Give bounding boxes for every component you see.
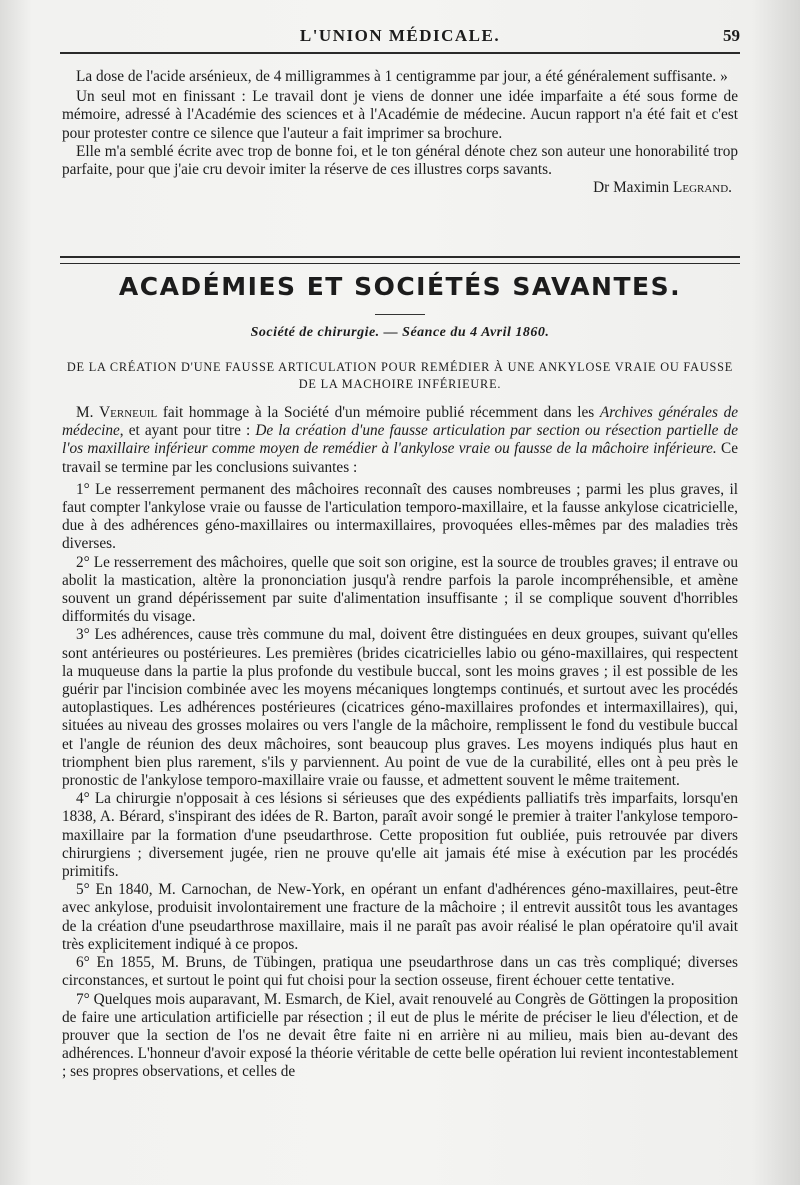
conclusion-2: 2° Le resserrement des mâchoires, quelle que soit son origine, est la source de troubles graves; il entrave ou abolit la mastication, altère la prononciation jusqu'à rendre parfois la parole incompréhensible, et amène souvent un grand dépérissement par suite d'alimentation insuffisante ; il se complique souvent d'horribles difformités du visage. <box>62 553 738 626</box>
article-intro <box>62 404 738 477</box>
signature <box>62 179 738 197</box>
intro-paragraph-2: Un seul mot en finissant : Le travail dont je viens de donner une idée imparfaite a été sous forme de mémoire, adressé à l'Académie des sciences et à l'Académie de médecine. Aucun rapport n'a été fait et c'est pour protester contre ce silence que l'auteur a fait imprimer sa brochure. <box>62 88 738 142</box>
conclusion-3: 3° Les adhérences, cause très commune du mal, doivent être distinguées en deux groupes, suivant qu'elles sont antérieures ou postérieures. Les premières (brides cicatricielles labio ou géno-maxillaires, qui respectent la muqueuse dans la partie la plus profonde du vestibule buccal, sont les moins graves ; il est possible de les guérir par l'incision combinée avec les moyens mécaniques longtemps continués, et surtout avec les procédés autoplastiques. Les adhérences postérieures (cicatrices géno-maxillaires profondes et intermaxillaires), qui, situées au niveau des grosses molaires ou vers l'angle de la mâchoire, remplissent le fond du vestibule buccal et l'angle de réunion des deux mâchoires, sont beaucoup plus graves. Les moyens indiqués plus haut en triomphent bien plus rarement, s'ils y parviennent. Au point de vue de la curabilité, elles ont à peu près le pronostic de l'ankylose temporo-maxillaire vraie ou fausse, et admettent souvent le même traitement. <box>62 626 738 790</box>
signature-prefix: Dr Maximin <box>593 179 670 197</box>
intro-section <box>62 68 738 197</box>
intro-text-c: , et ayant pour titre : <box>119 422 256 440</box>
society-heading-text: Société de chirurgie. — Séance du 4 Avril 1860. <box>250 325 550 340</box>
intro-paragraph-1: La dose de l'acide arsénieux, de 4 milligrammes à 1 centigramme par jour, a été généralement suffisante. » <box>76 68 728 85</box>
intro-mr: M. <box>76 404 94 421</box>
running-header <box>60 22 740 54</box>
conclusion-6: 6° En 1855, M. Bruns, de Tübingen, pratiqua une pseudarthrose dans un cas très compliqué; diverses circonstances, et surtout le point qui fut choisi pour la section osseuse, firent échouer cette tentative. <box>62 954 738 990</box>
conclusion-7: 7° Quelques mois auparavant, M. Esmarch, de Kiel, avait renouvelé au Congrès de Göttingen la proposition de faire une articulation artificielle par résection ; il eut de plus le mérite de préciser le lieu d'élection, et de prouver que la section de l'os ne devait être faite ni en arrière ni au milieu, mais bien au-devant des adhérences. L'honneur d'avoir exposé la théorie véritable de cette belle opération lui revient incontestablement ; ses propres observations, et celles de <box>62 990 738 1081</box>
signature-name: Legrand. <box>673 179 732 197</box>
intro-text-b: fait hommage à la Société d'un mémoire publié récemment dans les <box>157 404 600 421</box>
intro-paragraph-3: Elle m'a semblé écrite avec trop de bonne foi, et le ton général dénote chez son auteur une honorabilité trop parfaite, pour que j'aie cru devoir imiter la réserve de ces illustres corps savants. <box>62 142 738 179</box>
section-title: ACADÉMIES ET SOCIÉTÉS SAVANTES. <box>118 272 682 301</box>
society-heading <box>60 325 740 341</box>
running-title: L'UNION MÉDICALE. <box>299 26 501 45</box>
article-body <box>62 404 738 1082</box>
author-name: Verneuil <box>99 404 158 421</box>
section-divider <box>60 256 740 264</box>
title-underline <box>375 314 425 315</box>
conclusion-5: 5° En 1840, M. Carnochan, de New-York, en opérant un enfant d'adhérences géno-maxillaires, peut-être avec ankylose, produisit involontairement une fracture de la mâchoire ; il entrevit aussitôt tous les avantages de la création d'une pseudarthrose maxillaire, mais il ne paraît pas avoir réalisé le plan opératoire qu'il avait très explicitement indiqué à ce propos. <box>62 881 738 953</box>
conclusion-4: 4° La chirurgie n'opposait à ces lésions si sérieuses que des expédients palliatifs très imparfaits, lorsqu'en 1838, A. Bérard, s'inspirant des idées de R. Barton, paraît avoir songé le premier à traiter l'ankylose temporo-maxillaire par la formation d'une pseudarthrose. Cette proposition fut oubliée, puis retrouvée par divers chirurgiens ; diversement jugée, rien ne prouve qu'elle ait jamais été mise à exécution par les procédés primitifs. <box>62 790 738 881</box>
conclusion-1: 1° Le resserrement permanent des mâchoires reconnaît des causes nombreuses ; parmi les plus graves, il faut compter l'ankylose vraie ou fausse de l'articulation temporo-maxillaire, et la fausse ankylose cicatricielle, due à des adhérences géno-maxillaires ou intermaxillaires, provoquées elles-mêmes par des maladies très diverses. <box>62 480 738 553</box>
article-subtitle: DE LA CRÉATION D'UNE FAUSSE ARTICULATION POUR REMÉDIER À UNE ANKYLOSE VRAIE OU FAUSSE DE LA MACHOIRE INFÉRIEURE. <box>66 360 734 391</box>
page-number: 59 <box>723 26 740 45</box>
intro-text-d: Ce travail se termine par les conclusions suivantes : <box>62 440 738 476</box>
journal-name: Archives générales de médecine <box>62 404 739 440</box>
memoir-title: De la création d'une fausse articulation par section ou résection partielle de l'os maxillaire inférieur comme moyen de remédier à l'ankylose vraie ou fausse de la mâchoire inférieure. <box>62 422 738 458</box>
